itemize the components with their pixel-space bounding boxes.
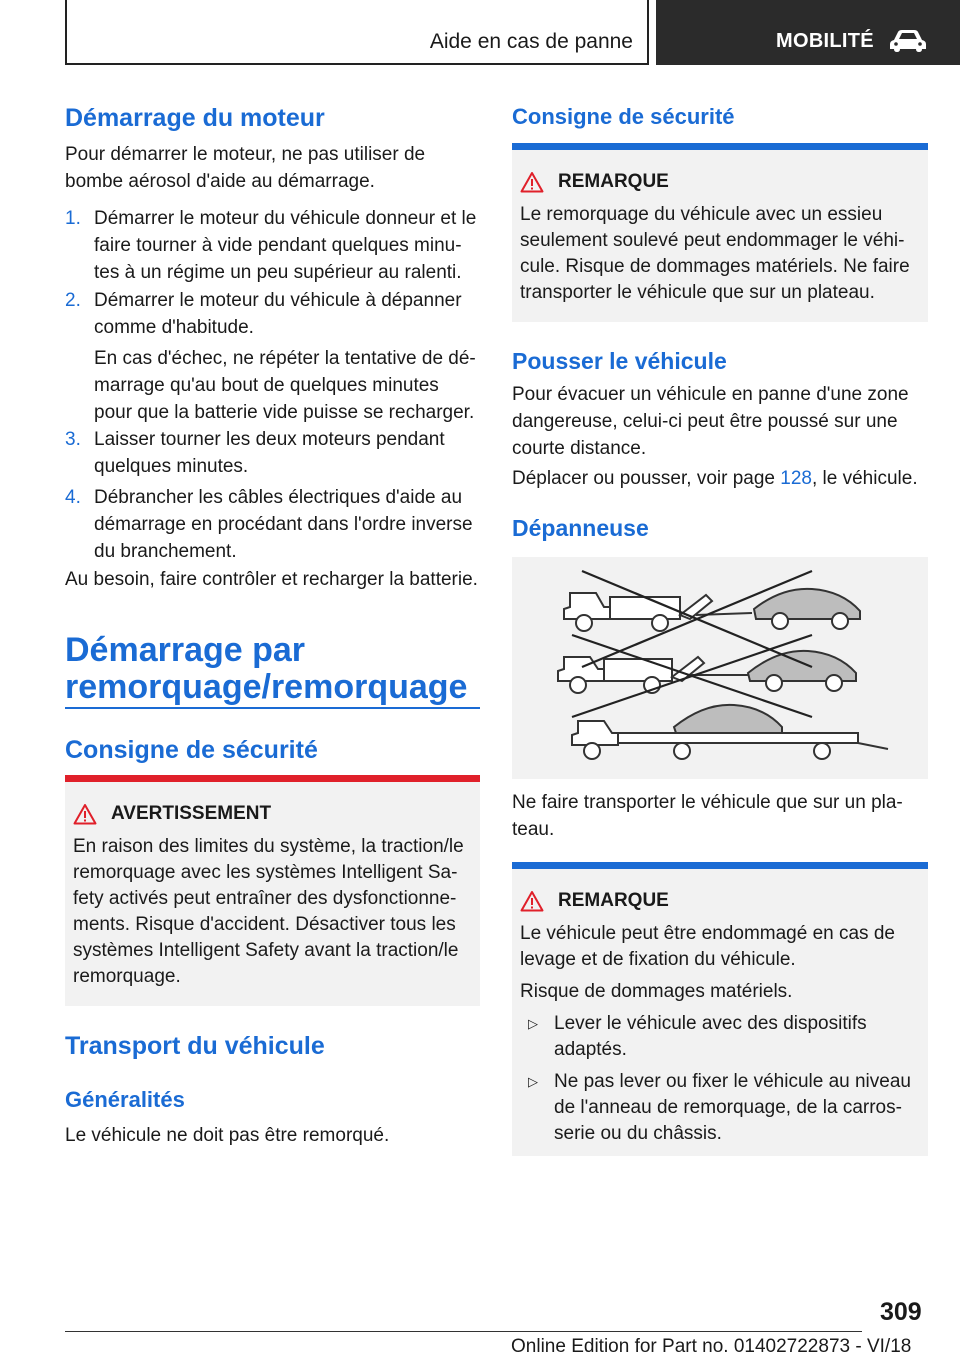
warning-triangle-icon <box>520 171 544 193</box>
heading-transport: Transport du véhicule <box>65 1032 325 1060</box>
step-text: En cas d'échec, ne répéter la tentative de dé‐marrage qu'au bout de quelques minutes pour que la batterie vide puisse se recharger. <box>94 348 476 423</box>
remarque-box <box>512 143 928 322</box>
warning-box <box>65 775 480 1006</box>
remarque-title: REMARQUE <box>558 171 669 193</box>
warning-header <box>73 803 271 825</box>
intro-paragraph: Pour démarrer le moteur, ne pas utiliser de bombe aérosol d'aide au démarrage. <box>65 144 426 192</box>
generalites-text: Le véhicule ne doit pas être remorqué. <box>65 1125 390 1146</box>
remarque-header-2 <box>520 890 669 912</box>
warning-triangle-icon <box>520 890 544 912</box>
remarque-text: Le remorquage du véhicule avec un essieu seulement soulevé peut endommager le véhi‐cule. Risque de dommages matériels. Ne faire transporter le véhicule que sur un plateau. <box>520 204 910 303</box>
step-number: 1. <box>65 208 81 229</box>
deplacer-pre: Déplacer ou pousser, voir page <box>512 468 781 489</box>
remarque-text-2a: Le véhicule peut être endommagé en cas de levage et de fixation du véhicule. <box>520 923 895 970</box>
remarque-bar-2 <box>512 862 928 869</box>
warning-triangle-icon <box>73 803 97 825</box>
step-text: Laisser tourner les deux moteurs pendant quelques minutes. <box>94 429 445 477</box>
remarque-box-2 <box>512 862 928 1156</box>
footer-edition: Online Edition for Part no. 01402722873 - VI/18 <box>511 1336 912 1357</box>
tow-illustration-image <box>512 557 928 779</box>
page-number: 309 <box>880 1298 922 1326</box>
heading-demarrage-moteur: Démarrage du moteur <box>65 104 325 132</box>
footer-rule <box>65 1331 862 1332</box>
header-section-box <box>65 0 649 65</box>
heading-remorquage: Démarrage par remorquage/remorquage <box>65 631 468 706</box>
step-number: 4. <box>65 487 81 508</box>
bullet-text: Lever le véhicule avec des dispositifs adaptés. <box>554 1013 867 1060</box>
chapter-tab <box>656 0 960 65</box>
heading-consigne-left: Consigne de sécurité <box>65 736 318 764</box>
heading-depanneuse: Dépanneuse <box>512 515 649 541</box>
warning-text: En raison des limites du système, la traction/le remorquage avec les systèmes Intelligent Sa‐fety activés peut entraîner des dysfonctionne‐ments. Risque d'accident. Désactiver tous les systèmes Intelligent Safety avant la traction/le remorquage. <box>73 836 464 987</box>
triangle-bullet-icon: ▷ <box>528 1016 538 1031</box>
step-text: Débrancher les câbles électriques d'aide au démarrage en procédant dans l'ordre inverse du branchement. <box>94 487 473 562</box>
triangle-bullet-icon: ▷ <box>528 1074 538 1089</box>
heading-pousser: Pousser le véhicule <box>512 348 727 374</box>
bullet-text: Ne pas lever ou fixer le véhicule au niveau de l'anneau de remorquage, de la carros‐serie ou du châssis. <box>554 1071 911 1144</box>
step-text: Démarrer le moteur du véhicule donneur et le faire tourner à vide pendant quelques minu‐tes à un régime un peu supérieur au ralenti. <box>94 208 477 283</box>
deplacer-paragraph <box>512 465 932 492</box>
remarque-text-2b: Risque de dommages matériels. <box>520 981 793 1002</box>
besoin-paragraph: Au besoin, faire contrôler et recharger la batterie. <box>65 569 478 590</box>
step-number: 2. <box>65 290 81 311</box>
warning-title: AVERTISSEMENT <box>111 803 272 825</box>
section-title: Aide en cas de panne <box>429 30 633 53</box>
step-number: 3. <box>65 429 81 450</box>
step-text: Démarrer le moteur du véhicule à dépanner comme d'habitude. <box>94 290 462 338</box>
heading-rule <box>65 707 480 709</box>
car-icon <box>888 29 928 53</box>
heading-generalites: Généralités <box>65 1087 185 1112</box>
remarque-bar <box>512 143 928 150</box>
remarque-title-2: REMARQUE <box>558 890 669 912</box>
illustration-caption: Ne faire transporter le véhicule que sur un pla‐teau. <box>512 792 903 840</box>
page-link[interactable]: 128 <box>780 468 812 489</box>
chapter-title: MOBILITÉ <box>776 30 874 52</box>
remarque-header <box>520 171 669 193</box>
heading-consigne-right: Consigne de sécurité <box>512 104 735 129</box>
deplacer-post: , le véhicule. <box>811 468 918 489</box>
tow-truck-illustration <box>512 557 928 779</box>
pousser-text: Pour évacuer un véhicule en panne d'une zone dangereuse, celui-ci peut être poussé sur une courte distance. <box>512 384 909 459</box>
warning-bar <box>65 775 480 782</box>
